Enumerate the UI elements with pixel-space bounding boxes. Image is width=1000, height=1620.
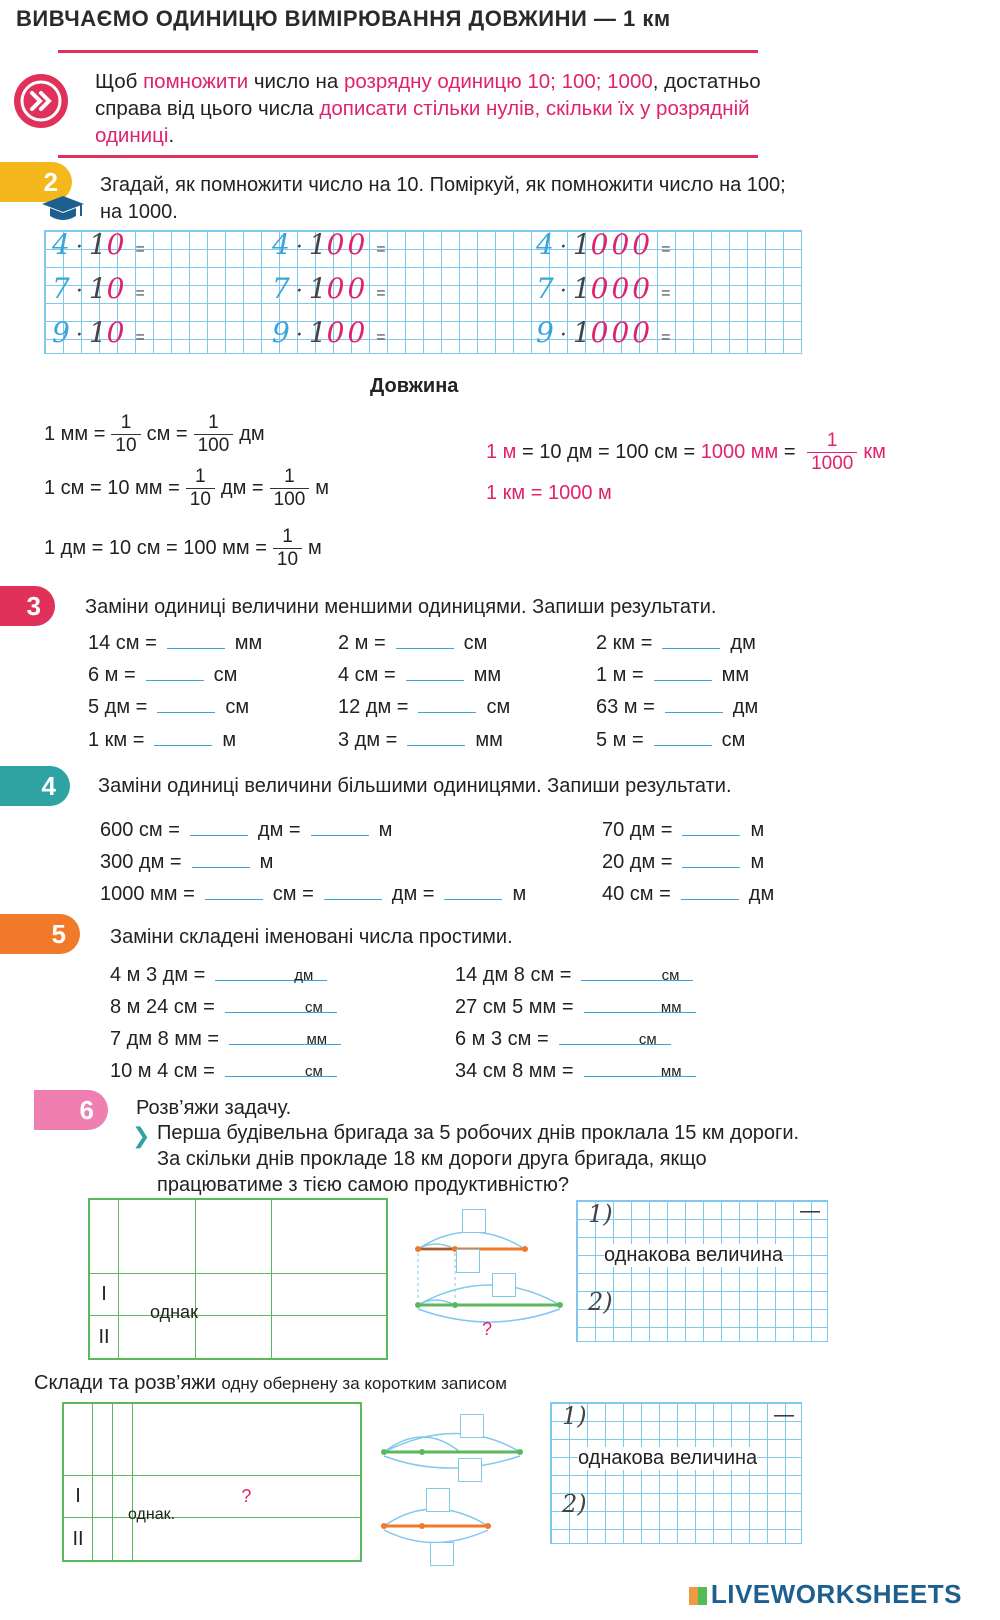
- task5-item: 14 дм 8 см = см: [455, 962, 703, 987]
- task6-solution-grid: [576, 1200, 828, 1342]
- equals-sign: =: [135, 329, 145, 346]
- row-label-2: II: [89, 1316, 119, 1359]
- task4-item: 1000 мм = см = дм = м: [100, 883, 527, 905]
- step-1-label: 1): [588, 1200, 613, 1228]
- answer-input[interactable]: [229, 1026, 341, 1048]
- task5-item: 8 м 24 см = см: [110, 994, 347, 1019]
- same-value-label: однакова величина: [604, 1244, 784, 1266]
- dot-sign: ·: [295, 279, 303, 304]
- task-number-5: 5: [0, 914, 80, 954]
- task2-expression: [272, 228, 386, 261]
- answer-input[interactable]: [584, 994, 696, 1016]
- task5-item: 34 см 8 мм = мм: [455, 1058, 706, 1083]
- task4-item: 600 см = дм = м: [100, 819, 393, 841]
- answer-input[interactable]: [311, 817, 369, 836]
- answer-input[interactable]: [584, 1058, 696, 1080]
- dot-sign: ·: [75, 323, 83, 348]
- question-mark: ?: [241, 1485, 252, 1506]
- same-value-label: однакова величина: [578, 1447, 758, 1469]
- row-label-1: I: [63, 1475, 93, 1518]
- task3-item: 14 см = мм: [88, 632, 263, 654]
- unit-label: см: [638, 1031, 657, 1048]
- equals-sign: =: [376, 285, 386, 302]
- answer-input[interactable]: [157, 694, 215, 713]
- answer-input[interactable]: [396, 630, 454, 649]
- same-label: однак: [150, 1302, 198, 1322]
- dot-sign: ·: [559, 323, 567, 348]
- task2-expression: [536, 272, 670, 305]
- equals-sign: =: [661, 285, 671, 302]
- length-line-2: 1 см = 10 мм = $\frac{1}{10}$ дм = $\frac{1}{100}$ м: [44, 466, 330, 510]
- task3-item: 6 м = см: [88, 664, 238, 686]
- task6-heading: Розв’яжи задачу.: [136, 1097, 292, 1119]
- length-line-m: 1 м = 10 дм = 100 см = 1000 мм = $\frac{1}{1000}$ км: [486, 430, 886, 474]
- step-2-label: 2): [588, 1288, 613, 1316]
- unit-label: см: [661, 967, 680, 984]
- place-one: 1: [308, 316, 327, 349]
- multiplicand: 4: [536, 228, 554, 261]
- place-one: 1: [308, 272, 327, 305]
- task7-short-record-table: [62, 1402, 362, 1562]
- task3-item: 2 м = см: [338, 632, 488, 654]
- answer-input[interactable]: [324, 881, 382, 900]
- place-one: 1: [88, 272, 107, 305]
- task5-item: 10 м 4 см = см: [110, 1058, 347, 1083]
- task4-item: 40 см = дм: [602, 883, 775, 905]
- unit-label: дм: [294, 967, 314, 984]
- answer-input[interactable]: [190, 817, 248, 836]
- task2-expression: [536, 228, 670, 261]
- task2-expression: [272, 316, 386, 349]
- segment-diagram-7: [378, 1410, 538, 1570]
- multiplicand: 7: [536, 272, 554, 305]
- answer-input[interactable]: [154, 727, 212, 746]
- task4-text: Заміни одиниці величини більшими одиницями. Запиши результати.: [98, 775, 732, 797]
- dot-sign: ·: [295, 323, 303, 348]
- task3-item: 3 дм = мм: [338, 729, 503, 751]
- task3-item: 63 м = дм: [596, 696, 759, 718]
- answer-input[interactable]: [167, 630, 225, 649]
- equals-sign: =: [661, 241, 671, 258]
- task3-text: Заміни одиниці величини меншими одиницями. Запиши результати.: [85, 596, 717, 618]
- multiplicand: 9: [536, 316, 554, 349]
- task7-heading: Склади та розв’яжи одну обернену за коротким записом: [34, 1372, 507, 1394]
- answer-input[interactable]: [665, 694, 723, 713]
- graduation-cap-icon: [40, 194, 86, 229]
- place-zeros: 00: [326, 228, 369, 261]
- task2-expression: [272, 272, 386, 305]
- dot-sign: ·: [559, 235, 567, 260]
- step-1-label: 1): [562, 1402, 587, 1430]
- task2-text: Згадай, як помножити число на 10. Поміркуй, як помножити число на 100; на 1000.: [100, 174, 786, 223]
- equals-sign: =: [135, 285, 145, 302]
- answer-input[interactable]: [681, 881, 739, 900]
- place-zeros: 0: [106, 228, 128, 261]
- divider-rule: [58, 155, 758, 158]
- multiplicand: 9: [272, 316, 290, 349]
- equals-sign: =: [135, 241, 145, 258]
- question-mark: ?: [482, 1319, 493, 1339]
- logo-squares-icon: [689, 1587, 707, 1605]
- task-number-3: 3: [0, 586, 55, 626]
- answer-input[interactable]: [654, 727, 712, 746]
- place-one: 1: [572, 316, 591, 349]
- place-one: 1: [572, 272, 591, 305]
- answer-input[interactable]: [406, 662, 464, 681]
- place-one: 1: [88, 228, 107, 261]
- place-zeros: 00: [326, 316, 369, 349]
- rule-text: Щоб помножити число на розрядну одиницю 10; 100; 1000, достатньо справа від цього числа дописати стільки нулів, скільки їх у розрядній одиниці.: [95, 70, 761, 147]
- task4-item: 70 дм = м: [602, 819, 765, 841]
- equals-sign: =: [376, 329, 386, 346]
- step-2-label: 2): [562, 1490, 587, 1518]
- equals-sign: =: [661, 329, 671, 346]
- place-zeros: 000: [590, 228, 654, 261]
- segment-diagram-6: [410, 1205, 570, 1345]
- dash-mark: —: [800, 1200, 820, 1222]
- place-zeros: 000: [590, 316, 654, 349]
- task5-item: 27 см 5 мм = мм: [455, 994, 706, 1019]
- place-zeros: 0: [106, 316, 128, 349]
- length-heading: Довжина: [370, 375, 459, 397]
- length-line-km: 1 км = 1000 м: [486, 482, 612, 504]
- multiplicand: 4: [52, 228, 70, 261]
- dot-sign: ·: [75, 235, 83, 260]
- multiplicand: 7: [52, 272, 70, 305]
- task2-expression: [52, 316, 145, 349]
- task6-problem: Перша будівельна бригада за 5 робочих днів проклала 15 км дороги. За скільки днів прокладе 18 км дороги друга бригада, якщо працюватиме з тією самою продуктивністю?: [157, 1122, 800, 1196]
- length-line-3: 1 дм = 10 см = 100 мм = $\frac{1}{10}$ м: [44, 526, 322, 570]
- answer-input[interactable]: [215, 962, 327, 984]
- answer-input[interactable]: [662, 630, 720, 649]
- multiplicand: 9: [52, 316, 70, 349]
- multiplicand: 4: [272, 228, 290, 261]
- same-label: однак.: [128, 1506, 176, 1523]
- answer-input[interactable]: [682, 817, 740, 836]
- dot-sign: ·: [295, 235, 303, 260]
- place-one: 1: [308, 228, 327, 261]
- equals-sign: =: [376, 241, 386, 258]
- answer-input[interactable]: [407, 727, 465, 746]
- task6-short-record-table: [88, 1198, 388, 1360]
- answer-input[interactable]: [559, 1026, 671, 1048]
- unit-label: мм: [660, 999, 682, 1016]
- task3-item: 4 см = мм: [338, 664, 502, 686]
- answer-input[interactable]: [444, 881, 502, 900]
- unit-label: см: [304, 1063, 323, 1080]
- place-zeros: 0: [106, 272, 128, 305]
- page-title: ВИВЧАЄМО ОДИНИЦЮ ВИМІРЮВАННЯ ДОВЖИНИ — 1 км: [16, 6, 671, 31]
- double-chevron-icon: [14, 74, 68, 128]
- dot-sign: ·: [75, 279, 83, 304]
- task-number-6: 6: [34, 1090, 108, 1130]
- dot-sign: ·: [559, 279, 567, 304]
- unit-label: мм: [660, 1063, 682, 1080]
- answer-input[interactable]: [192, 849, 250, 868]
- task5-text: Заміни складені іменовані числа простими.: [110, 926, 513, 948]
- task5-item: 4 м 3 дм = дм: [110, 962, 337, 987]
- task3-item: 1 км = м: [88, 729, 237, 751]
- answer-input[interactable]: [205, 881, 263, 900]
- place-zeros: 000: [590, 272, 654, 305]
- row-label-2: II: [63, 1518, 93, 1561]
- task-number-4: 4: [0, 766, 70, 806]
- row-label-1: I: [89, 1273, 119, 1316]
- task-number-2: 2: [0, 162, 72, 202]
- arrow-bullet-icon: ❯: [132, 1123, 151, 1148]
- length-line-1: 1 мм = $\frac{1}{10}$ см = $\frac{1}{100}$ дм: [44, 412, 265, 456]
- place-one: 1: [88, 316, 107, 349]
- task2-expression: [52, 228, 145, 261]
- place-one: 1: [572, 228, 591, 261]
- answer-input[interactable]: [654, 662, 712, 681]
- answer-input[interactable]: [418, 694, 476, 713]
- task3-item: 1 м = мм: [596, 664, 750, 686]
- task4-item: 300 дм = м: [100, 851, 274, 873]
- answer-input[interactable]: [682, 849, 740, 868]
- task7-solution-grid: [550, 1402, 802, 1544]
- multiplicand: 7: [272, 272, 290, 305]
- task5-item: 7 дм 8 мм = мм: [110, 1026, 351, 1051]
- task3-item: 12 дм = см: [338, 696, 511, 718]
- place-zeros: 00: [326, 272, 369, 305]
- answer-input[interactable]: [225, 1058, 337, 1080]
- task3-item: 2 км = дм: [596, 632, 756, 654]
- answer-input[interactable]: [581, 962, 693, 984]
- task2-expression: [536, 316, 670, 349]
- liveworksheets-logo[interactable]: LIVEWORKSHEETS: [689, 1579, 962, 1610]
- unit-label: см: [304, 999, 323, 1016]
- unit-label: мм: [306, 1031, 328, 1048]
- answer-input[interactable]: [225, 994, 337, 1016]
- task4-item: 20 дм = м: [602, 851, 765, 873]
- task5-item: 6 м 3 см = см: [455, 1026, 681, 1051]
- divider-top: [58, 50, 758, 53]
- task2-grid: [44, 230, 802, 354]
- dash-mark: —: [774, 1404, 794, 1426]
- task3-item: 5 дм = см: [88, 696, 250, 718]
- answer-input[interactable]: [146, 662, 204, 681]
- task2-expression: [52, 272, 145, 305]
- task3-item: 5 м = см: [596, 729, 746, 751]
